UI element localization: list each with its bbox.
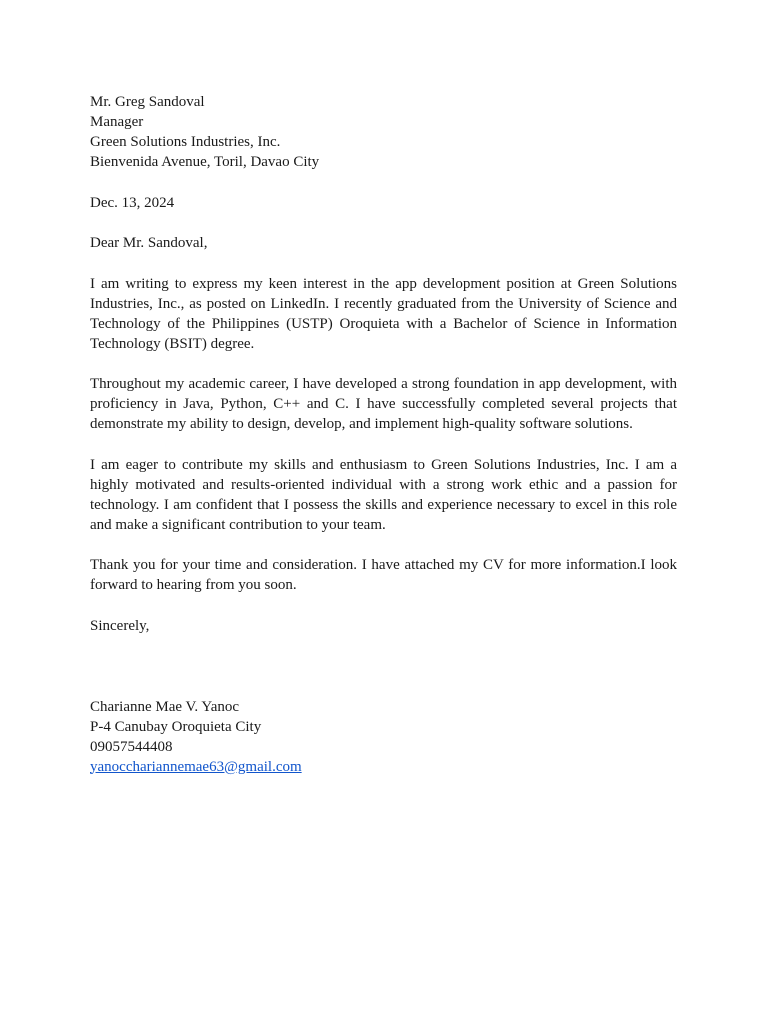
recipient-block	[90, 92, 677, 172]
spacer	[90, 535, 677, 556]
sender-name: Charianne Mae V. Yanoc	[90, 698, 240, 715]
closing: Sincerely,	[90, 617, 150, 634]
body-paragraph-1: I am writing to express my keen interest in the app development position at Green Solutions Industries, Inc., as posted on LinkedIn. I recently graduated from the University of Science and Technology of the Philippines (USTP) Oroquieta with a Bachelor of Science in Information Technology (BSIT) degree.	[90, 275, 677, 352]
spacer	[90, 354, 677, 375]
sender-email-link[interactable]: yanocchariannemae63@gmail.com	[90, 758, 302, 775]
letter-date: Dec. 13, 2024	[90, 194, 175, 211]
signature-space	[90, 636, 677, 697]
letter-body	[90, 92, 677, 777]
salutation: Dear Mr. Sandoval,	[90, 235, 208, 251]
body-paragraph-3: I am eager to contribute my skills and enthusiasm to Green Solutions Industries, Inc. I am a highly motivated and results-oriented individual with a strong work ethic and a passion for technology. I am confident that I possess the skills and experience necessary to excel in this role and make a significant contribution to your team.	[90, 456, 677, 533]
spacer	[90, 172, 677, 193]
spacer	[90, 595, 677, 616]
spacer	[90, 253, 677, 274]
recipient-company: Green Solutions Industries, Inc.	[90, 134, 281, 150]
sender-address: P-4 Canubay Oroquieta City	[90, 718, 262, 735]
recipient-name: Mr. Greg Sandoval	[90, 94, 205, 110]
recipient-address: Bienvenida Avenue, Toril, Davao City	[90, 154, 320, 170]
sender-phone: 09057544408	[90, 738, 173, 755]
spacer	[90, 213, 677, 234]
body-paragraph-4: Thank you for your time and consideration. I have attached my CV for more information.I look forward to hearing from you soon.	[90, 557, 677, 593]
recipient-title: Manager	[90, 114, 144, 130]
sender-block	[90, 697, 677, 777]
body-paragraph-2: Throughout my academic career, I have developed a strong foundation in app development, with proficiency in Java, Python, C++ and C. I have successfully completed several projects that demonstrate my ability to design, develop, and implement high-quality software solutions.	[90, 376, 677, 432]
spacer	[90, 434, 677, 455]
